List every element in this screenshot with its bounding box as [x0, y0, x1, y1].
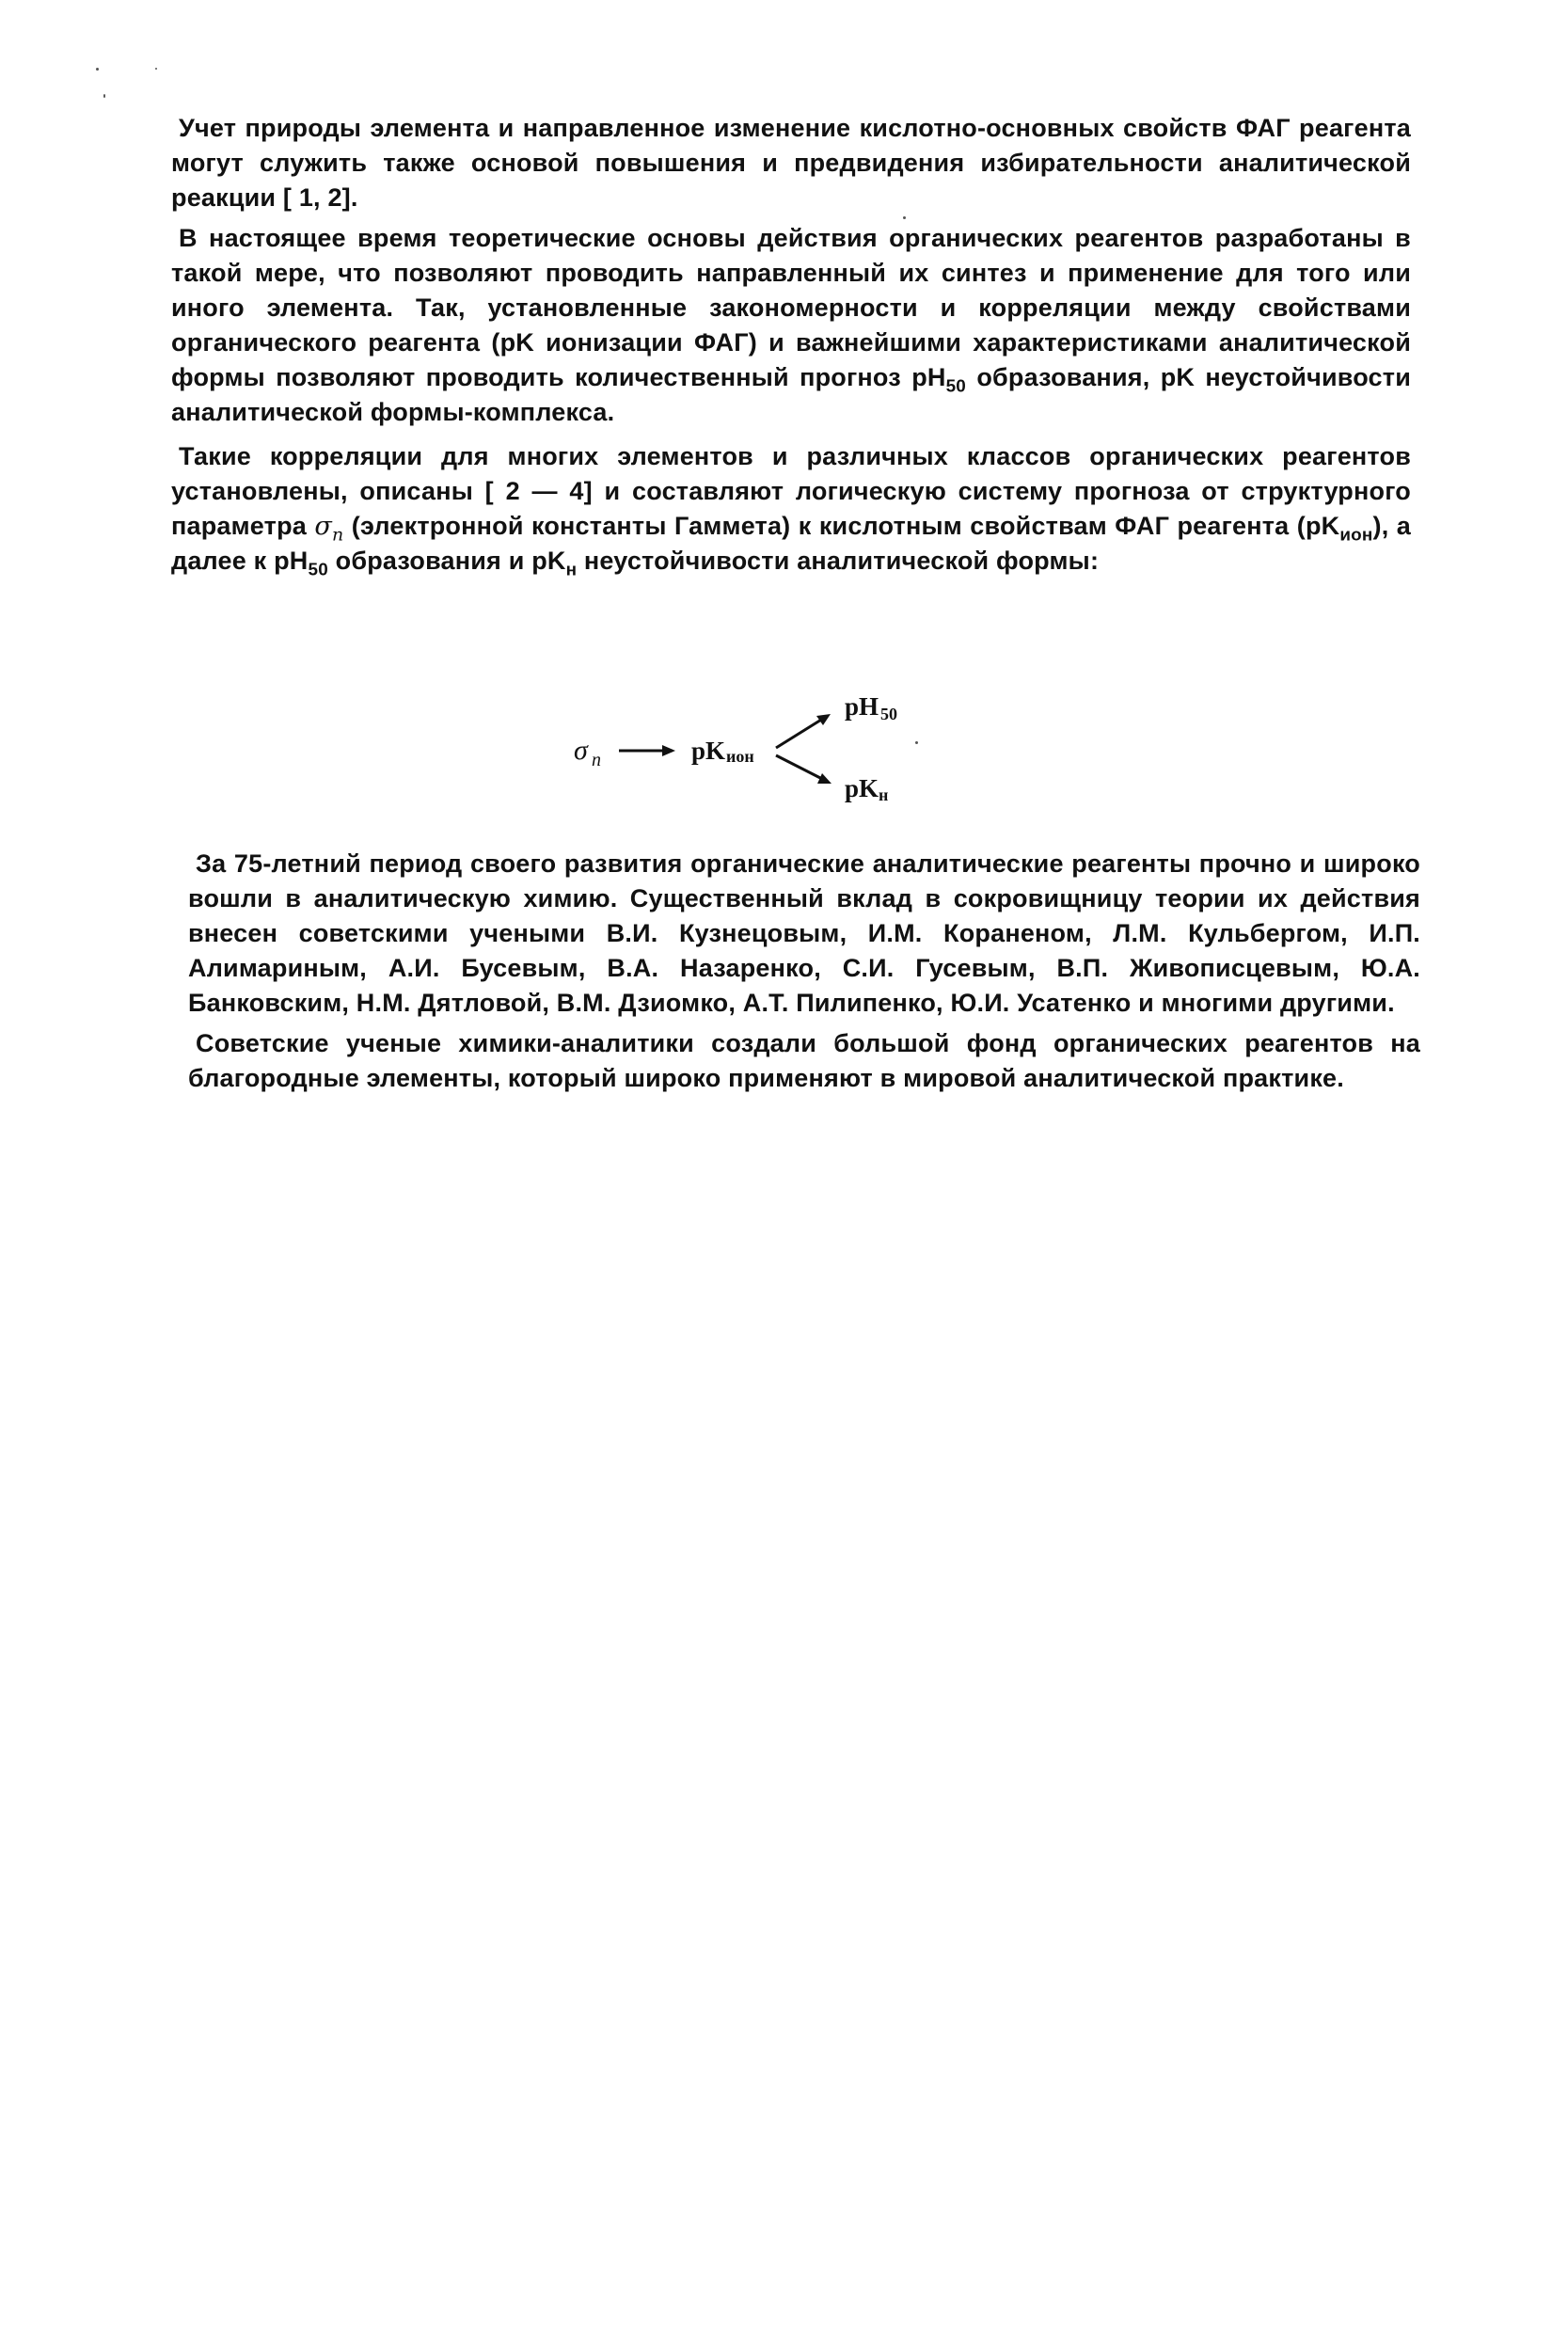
- paragraph-2-end: образования, pK неустойчивости аналитической формы-комплекса.: [171, 363, 1411, 426]
- pk-ion-subscript: ион: [1339, 525, 1373, 546]
- paragraph-2: [171, 221, 1411, 430]
- paragraph-3-part4: образования и pK: [327, 547, 566, 575]
- arrow-head-1: [662, 745, 675, 756]
- scan-speck: [903, 216, 906, 219]
- scheme-sigma-sub: n: [592, 750, 601, 770]
- paragraph-3-part5: неустойчивости аналитической формы:: [577, 547, 1100, 575]
- paragraph-4: За 75-летний период своего развития органические аналитические реагенты прочно и широко вошли в аналитическую химию. Существенный вклад в сокровищницу теории их действия внесен советскими учеными В.И. Кузнецовым, И.М. Кораненом, Л.М. Кульбергом, И.П. Алимариным, А.И. Бусевым, В.А. Назаренко, С.И. Гусевым, В.П. Живописцевым, Ю.А. Банковским, Н.М. Дятловой, В.М. Дзиомко, А.Т. Пилипенко, Ю.И. Усатенко и многими другими.: [188, 849, 1420, 1017]
- scheme-pk: pK: [691, 737, 726, 765]
- arrow-line-down: [776, 755, 826, 781]
- scheme-pk-sub: ион: [726, 747, 754, 766]
- sigma-symbol: σ: [314, 512, 333, 541]
- scheme-pkn-sub: н: [879, 785, 889, 804]
- scheme-ph-sub: 50: [880, 705, 897, 723]
- scheme-sigma: σ: [574, 735, 588, 766]
- scan-speck: [915, 741, 918, 744]
- arrow-line-up: [776, 717, 826, 748]
- paragraph-3-part1: Такие корреляции для многих элементов и различных классов органических реагентов установлены, описаны [ 2 — 4] и составляют логическую систему прогноза от структурного параметра: [171, 442, 1411, 540]
- sigma-subscript: n: [332, 524, 344, 546]
- text-block-bottom: [188, 847, 1420, 1096]
- text-block-top: [171, 111, 1411, 579]
- scheme-pkn: pK: [845, 774, 879, 802]
- paragraph-3-part2: (электронной константы Гаммета) к кислотным свойствам ФАГ реагента (pK: [343, 512, 1340, 540]
- paragraph-2-text: В настоящее время теоретические основы действия органических реагентов разработаны в такой мере, что позволяют проводить направленный их синтез и применение для того или иного элемента. Так, установленные закономерности и корреляции между свойствами органического реагента (pK ионизации ФАГ) и важнейшими характеристиками аналитической формы позволяют проводить количественный прогноз pH: [171, 224, 1411, 391]
- ph50-subscript-2: 50: [308, 560, 328, 580]
- paragraph-5: Советские ученые химики-аналитики создали большой фонд органических реагентов на благородные элементы, который широко применяют в мировой аналитической практике.: [188, 1029, 1420, 1092]
- paragraph-3: [171, 439, 1411, 579]
- scan-speck: [155, 68, 157, 70]
- scan-speck: [103, 94, 105, 98]
- paragraph-3-part3: ), а далее к pH: [171, 512, 1411, 575]
- paragraph-1: Учет природы элемента и направленное изменение кислотно-основных свойств ФАГ реагента могут служить также основой повышения и предвидения избирательности аналитической реакции [ 1, 2].: [171, 114, 1411, 212]
- arrow-head-up: [816, 714, 831, 725]
- pkn-subscript: н: [565, 560, 578, 580]
- ph50-subscript: 50: [945, 376, 967, 397]
- scan-speck: [96, 68, 99, 71]
- scheme-ph: pH: [845, 692, 879, 721]
- correlation-scheme: [564, 673, 959, 814]
